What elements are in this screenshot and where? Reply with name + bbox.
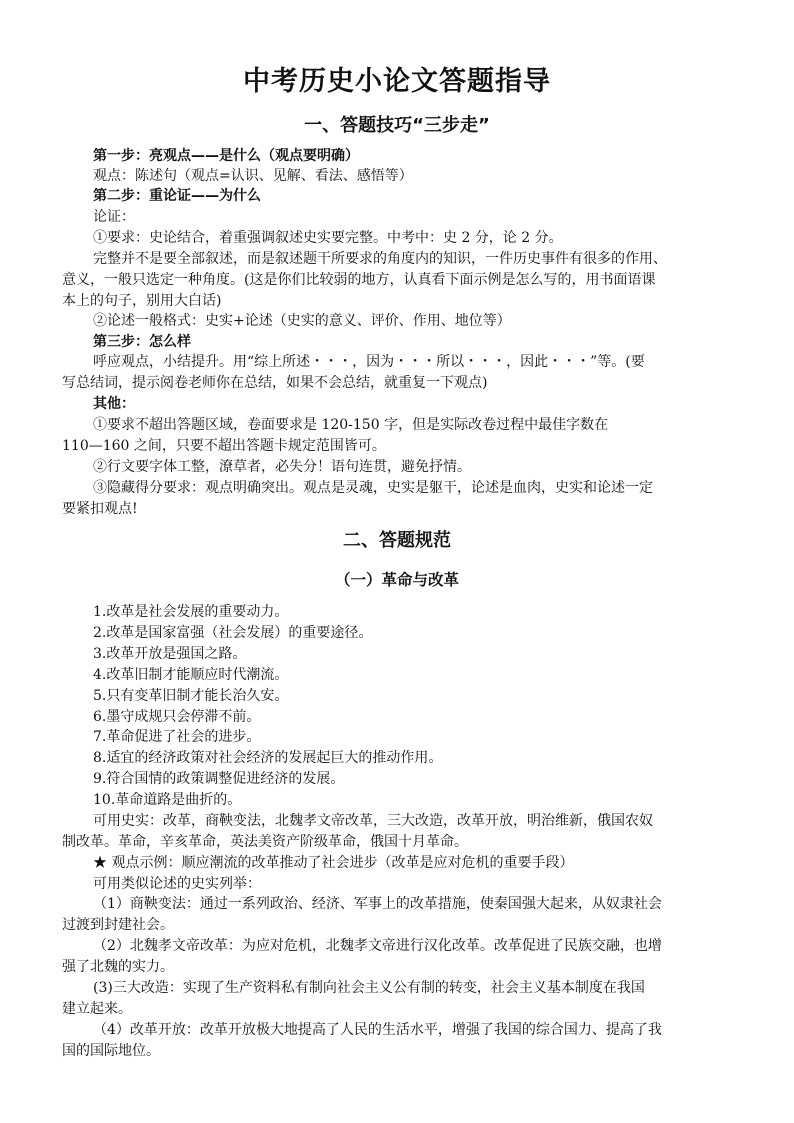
list-item: 5.只有变革旧制才能长治久安。 — [93, 688, 289, 704]
step1-heading: 第一步：亮观点——是什么（观点要明确） — [93, 148, 359, 164]
similar-label: 可用类似论述的史实列举： — [93, 876, 261, 892]
step2-complete-line: 本上的句子，别用大白话) — [62, 293, 222, 309]
other-item: 要紧扣观点! — [62, 501, 138, 517]
section-heading-1: 一、答题技巧“三步走” — [304, 115, 490, 136]
section-heading-2: 二、答题规范 — [343, 530, 451, 551]
example-item: 过渡到封建社会。 — [62, 917, 174, 933]
example-item: 国的国际地位。 — [62, 1043, 160, 1059]
example-item: （4）改革开放：改革开放极大地提高了人民的生活水平，增强了我国的综合国力、提高了我 — [93, 1022, 662, 1038]
list-item: 2.改革是国家富强（社会发展）的重要途径。 — [93, 625, 373, 641]
step2-complete-line: 意义，一般只选定一种角度。(这是你们比较弱的地方，认真看下面示例是怎么写的，用书面语课 — [62, 272, 656, 288]
example-item: （1）商鞅变法：通过一系列政治、经济、军事上的改革措施，使秦国强大起来，从奴隶社会 — [93, 896, 662, 912]
other-item: ①要求不超出答题区域，卷面要求是 120-150 字，但是实际改卷过程中最佳字数在 — [93, 417, 609, 433]
subsection-heading: （一）革命与改革 — [334, 571, 459, 589]
list-item: 3.改革开放是强国之路。 — [93, 646, 247, 662]
other-item: ③隐藏得分要求：观点明确突出。观点是灵魂，史实是躯干，论述是血肉，史实和论述一定 — [93, 480, 653, 496]
step3-text: 呼应观点，小结提升。用“综上所述・・・，因为・・・所以・・・，因此・・・”等。(要 — [93, 354, 645, 370]
example-item: 建立起来。 — [62, 1001, 132, 1017]
list-item: 10.革命道路是曲折的。 — [93, 792, 242, 808]
step3-text: 写总结词，提示阅卷老师你在总结，如果不会总结，就重复一下观点) — [62, 375, 488, 391]
step2-heading: 第二步：重论证——为什么 — [93, 188, 261, 204]
list-item: 1.改革是社会发展的重要动力。 — [93, 604, 289, 620]
list-item: 7.革命促进了社会的进步。 — [93, 729, 261, 745]
step2-complete-line: 完整并不是要全部叙述，而是叙述题干所要求的角度内的知识，一件历史事件有很多的作用、 — [93, 251, 667, 267]
other-item: 110—160 之间，只要不超出答题卡规定范围皆可。 — [62, 438, 386, 454]
example-item: (3)三大改造：实现了生产资料私有制向社会主义公有制的转变，社会主义基本制度在我国 — [93, 980, 645, 996]
example-item: （2）北魏孝文帝改革：为应对危机，北魏孝文帝进行汉化改革。改革促进了民族交融，也增 — [93, 938, 662, 954]
step1-text: 观点：陈述句（观点=认识、见解、看法、感悟等） — [93, 168, 413, 184]
example-item: 强了北魏的实力。 — [62, 959, 174, 975]
list-item: 4.改革旧制才能顺应时代潮流。 — [93, 667, 289, 683]
step2-label: 论证： — [93, 209, 135, 225]
step2-format: ②论述一般格式：史实+论述（史实的意义、评价、作用、地位等） — [93, 313, 511, 329]
list-item: 8.适宜的经济政策对社会经济的发展起巨大的推动作用。 — [93, 750, 443, 766]
list-item: 9.符合国情的政策调整促进经济的发展。 — [93, 771, 345, 787]
step3-heading: 第三步：怎么样 — [93, 334, 191, 350]
step2-requirement: ①要求：史论结合，着重强调叙述史实要完整。中考中：史 2 分，论 2 分。 — [93, 230, 563, 246]
other-item: ②行文要字体工整，潦草者，必失分！语句连贯，避免抒情。 — [93, 459, 471, 475]
facts-line: 可用史实：改革，商鞅变法，北魏孝文帝改革，三大改造，改革开放，明治维新，俄国农奴 — [93, 813, 653, 829]
facts-line: 制改革。革命，辛亥革命，英法美资产阶级革命，俄国十月革命。 — [62, 834, 468, 850]
list-item: 6.墨守成规只会停滞不前。 — [93, 709, 261, 725]
other-heading: 其他： — [93, 396, 135, 412]
page-title: 中考历史小论文答题指导 — [243, 66, 551, 97]
example-line: ★ 观点示例：顺应潮流的改革推动了社会进步（改革是应对危机的重要手段） — [93, 855, 574, 871]
